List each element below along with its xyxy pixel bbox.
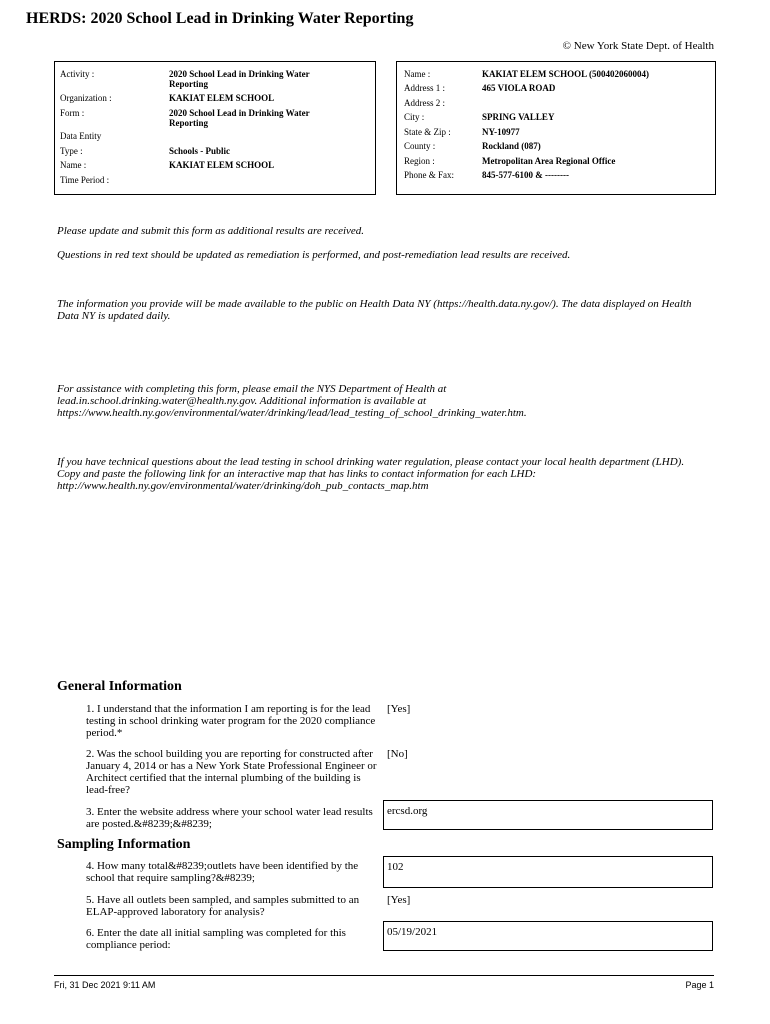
footer-divider <box>54 975 714 976</box>
instruction-red-text: Questions in red text should be updated as remediation is performed, and post-remediation lead results are received. <box>57 249 571 261</box>
page-title: HERDS: 2020 School Lead in Drinking Water Reporting <box>26 10 414 27</box>
city-value: SPRING VALLEY <box>482 112 555 122</box>
state-zip-label: State & Zip : <box>404 127 451 137</box>
question-6: 6. Enter the date all initial sampling was completed for this compliance period: <box>86 927 346 951</box>
instruction-update: Please update and submit this form as additional results are received. <box>57 225 365 237</box>
address2-label: Address 2 : <box>404 98 445 108</box>
form-label: Form : <box>60 108 85 118</box>
page-number: Page 1 <box>685 980 714 990</box>
organization-value: KAKIAT ELEM SCHOOL <box>169 93 275 103</box>
facility-info-box <box>396 61 716 195</box>
question-1: 1. I understand that the information I am reporting is for the lead testing in school drinking water program for the 2020 compliance period.* <box>86 703 376 739</box>
answer-2: [No] <box>387 748 408 760</box>
answer-5: [Yes] <box>387 894 411 906</box>
activity-label: Activity : <box>60 69 95 79</box>
facility-name-label: Name : <box>404 69 431 79</box>
form-value: 2020 School Lead in Drinking Water Reporting <box>169 108 310 128</box>
website-input[interactable]: ercsd.org <box>383 800 713 830</box>
phone-fax-label: Phone & Fax: <box>404 170 455 180</box>
sampling-date-input[interactable]: 05/19/2021 <box>383 921 713 951</box>
outlets-count-input[interactable]: 102 <box>383 856 713 888</box>
data-entity-label: Data Entity <box>60 131 102 141</box>
general-information-heading: General Information <box>57 679 182 694</box>
instruction-assistance: For assistance with completing this form, please email the NYS Department of Health at lead.in.school.drinking.water@health.ny.gov. Additional information is available at https://www.health.ny.gov/environmental/water/drinking/lead/lead_testing_of_school_drinking_water.htm. <box>57 383 527 419</box>
facility-name-value: KAKIAT ELEM SCHOOL (500402060004) <box>482 69 649 79</box>
address1-value: 465 VIOLA ROAD <box>482 83 556 93</box>
type-value: Schools - Public <box>169 146 231 156</box>
name-label: Name : <box>60 160 87 170</box>
region-label: Region : <box>404 156 435 166</box>
question-5: 5. Have all outlets been sampled, and samples submitted to an ELAP-approved laboratory for analysis? <box>86 894 360 918</box>
activity-info-box <box>54 61 376 195</box>
time-period-label: Time Period : <box>60 175 110 185</box>
city-label: City : <box>404 112 425 122</box>
phone-fax-value: 845-577-6100 & -------- <box>482 170 569 180</box>
instruction-technical: If you have technical questions about the lead testing in school drinking water regulation, please contact your local health department (LHD). Copy and paste the following link for an interactive map that has links to contact information for each LHD: http://www.health.ny.gov/environmental/water/drinking/doh_pub_contacts_map.htm <box>57 456 685 492</box>
county-value: Rockland (087) <box>482 141 541 151</box>
answer-1: [Yes] <box>387 703 411 715</box>
name-value: KAKIAT ELEM SCHOOL <box>169 160 275 170</box>
state-zip-value: NY-10977 <box>482 127 520 137</box>
copyright: © New York State Dept. of Health <box>562 40 714 52</box>
question-4: 4. How many total&#8239;outlets have been identified by the school that require sampling?&#8239; <box>86 860 359 884</box>
activity-value: 2020 School Lead in Drinking Water Reporting <box>169 69 310 89</box>
region-value: Metropolitan Area Regional Office <box>482 156 616 166</box>
question-2: 2. Was the school building you are reporting for constructed after January 4, 2014 or has a New York State Professional Engineer or Architect certified that the internal plumbing of the building is lead-free? <box>86 748 377 796</box>
sampling-information-heading: Sampling Information <box>57 837 191 852</box>
question-3: 3. Enter the website address where your school water lead results are posted.&#8239;&#8239; <box>86 806 373 830</box>
instruction-public-data: The information you provide will be made available to the public on Health Data NY (https://health.data.ny.gov/). The data displayed on Health Data NY is updated daily. <box>57 298 692 322</box>
organization-label: Organization : <box>60 93 112 103</box>
footer-timestamp: Fri, 31 Dec 2021 9:11 AM <box>54 980 156 990</box>
county-label: County : <box>404 141 436 151</box>
address1-label: Address 1 : <box>404 83 445 93</box>
type-label: Type : <box>60 146 83 156</box>
